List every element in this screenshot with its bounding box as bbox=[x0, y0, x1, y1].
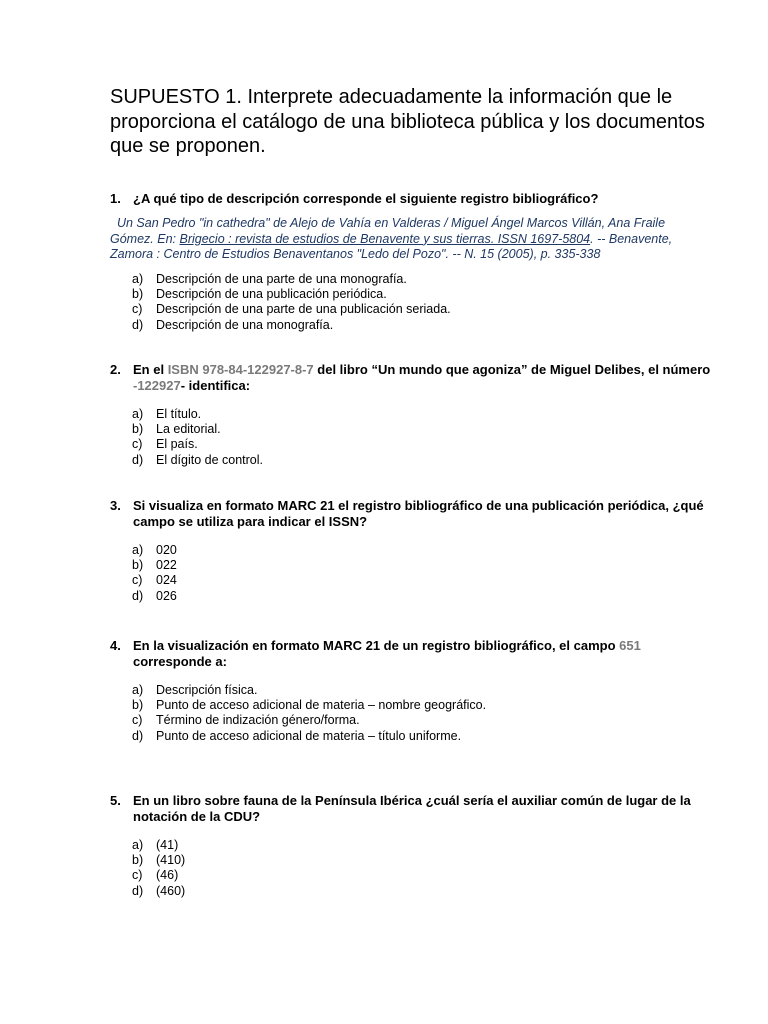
option-text: (410) bbox=[156, 853, 186, 868]
option-a bbox=[132, 407, 263, 422]
option-letter: c) bbox=[132, 713, 143, 728]
question-number: 2. bbox=[110, 362, 121, 377]
option-letter: c) bbox=[132, 573, 143, 588]
option-b bbox=[132, 422, 263, 437]
question-text: ¿A qué tipo de descripción corresponde el siguiente registro bibliográfico? bbox=[133, 191, 599, 206]
question-2 bbox=[110, 362, 715, 393]
option-text: 026 bbox=[156, 588, 177, 603]
option-text: Descripción de una publicación periódica. bbox=[156, 287, 387, 302]
option-text: La editorial. bbox=[156, 422, 221, 437]
option-a bbox=[132, 838, 185, 853]
question-text-part: corresponde a: bbox=[133, 653, 227, 669]
option-letter: b) bbox=[132, 853, 144, 868]
record-link[interactable]: Brigecio : revista de estudios de Benavente y sus tierras. ISSN 1697-5804 bbox=[179, 231, 591, 246]
option-text: Descripción de una parte de una monografía. bbox=[156, 272, 407, 286]
record-text: Un San Pedro "in cathedra" de Alejo de Vahía en Valderas / Miguel Ángel Marcos Villán, Ana Fraile Gómez. En: bbox=[110, 216, 666, 246]
option-letter: b) bbox=[132, 422, 144, 437]
question-5 bbox=[110, 793, 715, 824]
option-d bbox=[132, 589, 177, 604]
options-list bbox=[132, 272, 451, 333]
page-title: SUPUESTO 1. Interprete adecuadamente la información que le proporciona el catálogo de una biblioteca pública y los documentos que se proponen. bbox=[110, 86, 705, 157]
option-c bbox=[132, 868, 185, 883]
option-letter: a) bbox=[132, 407, 144, 421]
question-text-part: En el bbox=[133, 362, 168, 377]
question-text-part: - identifica: bbox=[180, 377, 251, 393]
option-text: El país. bbox=[156, 437, 198, 452]
option-letter: d) bbox=[132, 883, 144, 898]
option-d bbox=[132, 453, 263, 468]
options-list bbox=[132, 683, 486, 744]
option-letter: d) bbox=[132, 588, 144, 603]
isbn-value: ISBN 978-84-122927-8-7 bbox=[167, 362, 314, 377]
option-a bbox=[132, 272, 451, 287]
option-letter: b) bbox=[132, 287, 144, 302]
isbn-segment: -122927 bbox=[133, 377, 181, 393]
question-number: 3. bbox=[110, 498, 121, 513]
option-text: (41) bbox=[156, 838, 179, 852]
option-c bbox=[132, 302, 451, 317]
option-b bbox=[132, 853, 185, 868]
option-letter: c) bbox=[132, 868, 143, 883]
option-b bbox=[132, 287, 451, 302]
question-1 bbox=[110, 191, 715, 207]
options-list bbox=[132, 838, 185, 899]
option-a bbox=[132, 543, 177, 558]
question-number: 5. bbox=[110, 793, 121, 808]
option-letter: b) bbox=[132, 698, 144, 713]
option-text: Descripción de una parte de una publicación seriada. bbox=[156, 302, 451, 317]
option-letter: d) bbox=[132, 728, 144, 743]
question-number: 4. bbox=[110, 638, 121, 653]
option-letter: a) bbox=[132, 838, 144, 852]
options-list bbox=[132, 543, 177, 604]
option-text: El título. bbox=[156, 407, 202, 421]
marc-field: 651 bbox=[619, 638, 641, 653]
option-text: 022 bbox=[156, 558, 177, 573]
option-letter: d) bbox=[132, 317, 144, 332]
option-text: 024 bbox=[156, 573, 177, 588]
option-d bbox=[132, 884, 185, 899]
question-4 bbox=[110, 638, 715, 669]
option-b bbox=[132, 698, 486, 713]
option-text: Punto de acceso adicional de materia – título uniforme. bbox=[156, 728, 462, 743]
option-text: Término de indización género/forma. bbox=[156, 713, 360, 728]
question-text: En un libro sobre fauna de la Península Ibérica ¿cuál sería el auxiliar común de lugar de la notación de la CDU? bbox=[133, 793, 691, 824]
option-text: El dígito de control. bbox=[156, 452, 264, 467]
options-list bbox=[132, 407, 263, 468]
option-b bbox=[132, 558, 177, 573]
option-text: Punto de acceso adicional de materia – nombre geográfico. bbox=[156, 698, 487, 713]
option-letter: a) bbox=[132, 543, 144, 557]
option-c bbox=[132, 713, 486, 728]
option-text: (460) bbox=[156, 883, 186, 898]
question-text: Si visualiza en formato MARC 21 el registro bibliográfico de una publicación periódica, ¿qué campo se utiliza para indicar el ISSN? bbox=[133, 498, 704, 529]
option-letter: d) bbox=[132, 452, 144, 467]
option-letter: a) bbox=[132, 683, 144, 697]
record-text-end: . -- Benavente, Zamora : Centro de Estudios Benaventanos "Ledo del Pozo". -- N. 15 (2005), p. 335-338 bbox=[110, 231, 673, 261]
option-d bbox=[132, 729, 486, 744]
question-text-part: En la visualización en formato MARC 21 de un registro bibliográfico, el campo bbox=[133, 638, 620, 653]
option-text: 020 bbox=[156, 543, 177, 557]
question-text-part: del libro “Un mundo que agoniza” de Miguel Delibes, el número bbox=[313, 362, 711, 377]
option-c bbox=[132, 573, 177, 588]
option-letter: c) bbox=[132, 437, 143, 452]
option-letter: a) bbox=[132, 272, 144, 286]
option-a bbox=[132, 683, 486, 698]
option-c bbox=[132, 437, 263, 452]
question-3 bbox=[110, 498, 715, 529]
option-letter: c) bbox=[132, 302, 143, 317]
option-text: Descripción física. bbox=[156, 683, 258, 697]
option-letter: b) bbox=[132, 558, 144, 573]
question-text bbox=[133, 362, 715, 393]
bibliographic-record bbox=[110, 216, 710, 263]
option-d bbox=[132, 318, 451, 333]
question-number: 1. bbox=[110, 191, 121, 206]
option-text: (46) bbox=[156, 868, 179, 883]
option-text: Descripción de una monografía. bbox=[156, 317, 334, 332]
question-text bbox=[133, 638, 715, 669]
